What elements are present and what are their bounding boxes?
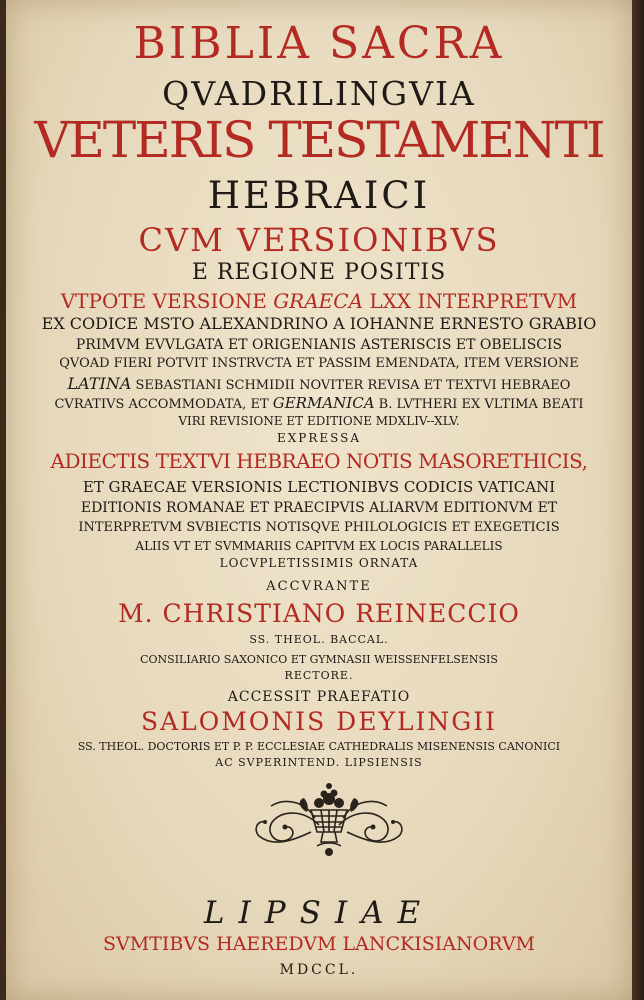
preface-author-titles: SS. THEOL. DOCTORIS ET P. P. ECCLESIAE CATHEDRALIS MISENENSIS CANONICI xyxy=(77,740,561,753)
editor-name: M. CHRISTIANO REINECCIO xyxy=(118,599,520,628)
title-page xyxy=(6,0,632,1000)
imprint-year: MDCCL. xyxy=(279,962,359,978)
line-adiectis: ADIECTIS TEXTVI HEBRAEO NOTIS MASORETHICIS, xyxy=(50,449,588,473)
preface-author: SALOMONIS DEYLINGII xyxy=(140,707,498,736)
line-primum: PRIMVM EVVLGATA ET ORIGENIANIS ASTERISCIS ET OBELISCIS xyxy=(75,337,563,353)
line-quoad: QVOAD FIERI POTVIT INSTRVCTA ET PASSIM EMENDATA, ITEM VERSIONE xyxy=(59,356,579,371)
title-cum-versionibus: CVM VERSIONIBVS xyxy=(138,221,500,259)
line-aliis: ALIIS VT ET SVMMARIIS CAPITVM EX LOCIS PARALLELIS xyxy=(135,539,503,553)
line-editionis-romanae: EDITIONIS ROMANAE ET PRAECIPVIS ALIARVM EDITIONVM ET xyxy=(80,500,558,516)
line-graeca: VTPOTE VERSIONE GRAECA LXX INTERPRETVM xyxy=(60,289,578,313)
editor-degree: SS. THEOL. BACCAL. xyxy=(249,633,389,646)
imprint-city: LIPSIAE xyxy=(203,895,435,931)
line-interpretum: INTERPRETVM SVBIECTIS NOTISQVE PHILOLOGICIS ET EXEGETICIS xyxy=(78,520,560,535)
title-e-regione-positis: E REGIONE POSITIS xyxy=(191,260,447,285)
line-locupletissimis: LOCVPLETISSIMIS ORNATA xyxy=(219,556,419,570)
basket-ornament-icon xyxy=(249,770,409,860)
editor-office: CONSILIARIO SAXONICO ET GYMNASII WEISSENFELSENSIS xyxy=(140,653,498,666)
title-veteris-testamenti: VETERIS TESTAMENTI xyxy=(34,111,604,169)
line-accurante: ACCVRANTE xyxy=(266,579,372,594)
editor-rectore: RECTORE. xyxy=(284,669,354,682)
title-biblia-sacra: BIBLIA SACRA xyxy=(133,18,505,69)
title-hebraici: HEBRAICI xyxy=(207,174,431,217)
line-viri-revisione: VIRI REVISIONE ET EDITIONE MDXLIV--XLV. xyxy=(178,414,460,428)
line-germanica: CVRATIVS ACCOMMODATA, ET GERMANICA B. LVTHERI EX VLTIMA BEATI xyxy=(54,394,584,412)
line-accessit-praefatio: ACCESSIT PRAEFATIO xyxy=(227,689,411,705)
imprint-publisher: SVMTIBVS HAEREDVM LANCKISIANORVM xyxy=(102,933,535,955)
line-expressa: EXPRESSA xyxy=(276,431,362,445)
line-latina: LATINA SEBASTIANI SCHMIDII NOVITER REVISA ET TEXTVI HEBRAEO xyxy=(67,374,571,393)
line-codice: EX CODICE MSTO ALEXANDRINO A IOHANNE ERNESTO GRABIO xyxy=(41,314,597,333)
title-quadrilingvia: QVADRILINGVIA xyxy=(162,74,476,113)
line-graecae-versionis: ET GRAECAE VERSIONIS LECTIONIBVS CODICIS VATICANI xyxy=(82,478,556,496)
book-edge xyxy=(632,0,644,1000)
preface-author-office: AC SVPERINTEND. LIPSIENSIS xyxy=(215,756,423,769)
